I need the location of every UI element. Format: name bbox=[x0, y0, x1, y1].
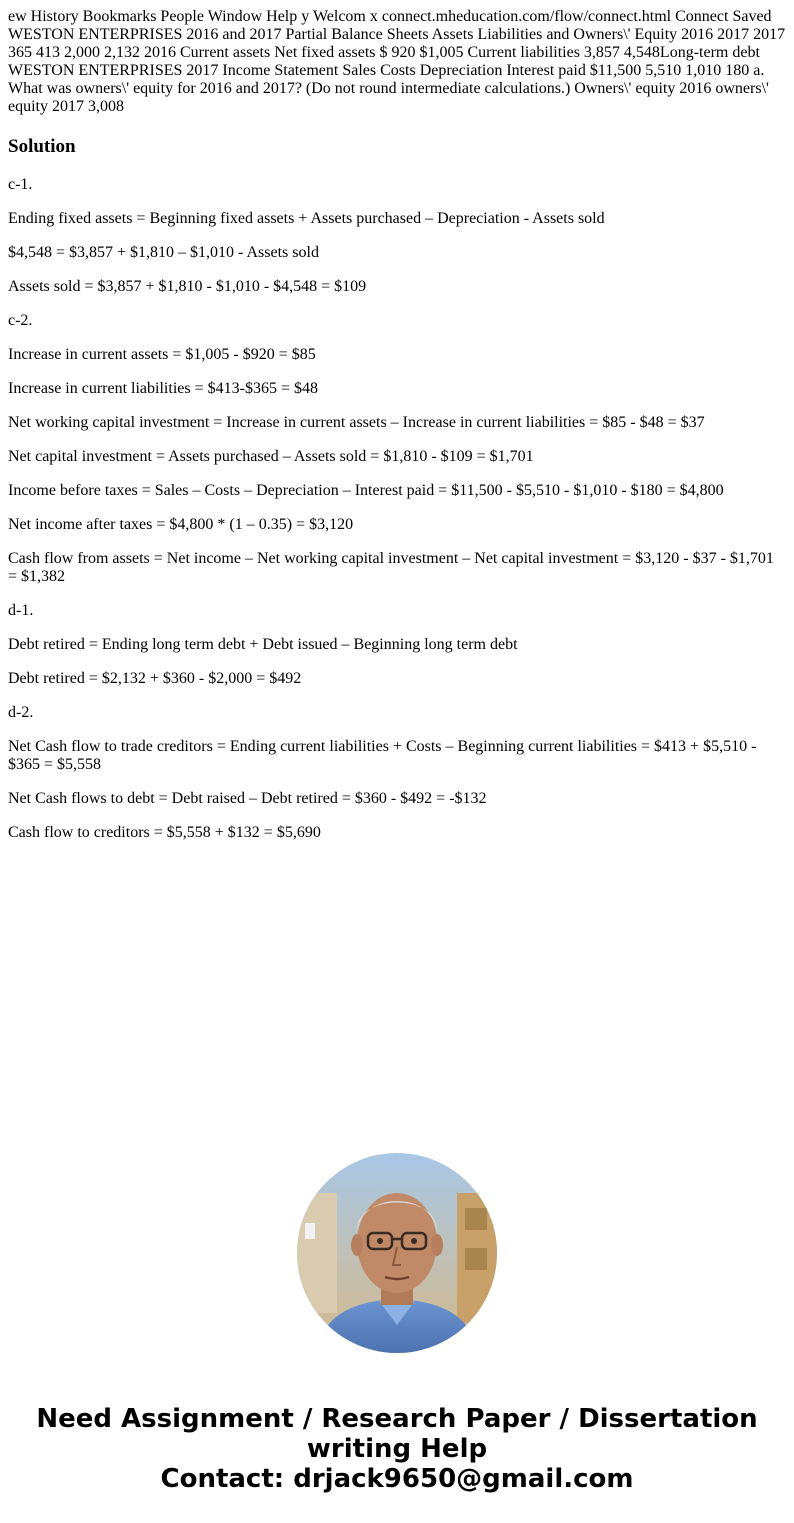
question-text: ew History Bookmarks People Window Help y Welcom x connect.mheducation.com/flow/connect.html Connect Saved WESTON ENTERPRISES 2016 and 2017 Partial Balance Sheets Assets Liabilities and Owners\' Equity 2016 2017 2017 365 413 2,000 2,132 2016 Current assets Net fixed assets $ 920 $1,005 Current liabilities 3,857 4,548Long-term debt WESTON ENTERPRISES 2017 Income Statement Sales Costs Depreciation Interest paid $11,500 5,510 1,010 180 a. What was owners\' equity for 2016 and 2017? (Do not round intermediate calculations.) Owners\' equity 2016 owners\' equity 2017 3,008 bbox=[8, 8, 786, 115]
author-avatar bbox=[297, 1153, 497, 1353]
document-body bbox=[8, 8, 786, 842]
solution-step: Net income after taxes = $4,800 * (1 – 0.35) = $3,120 bbox=[8, 516, 354, 533]
solution-step: c-1. bbox=[8, 176, 33, 193]
solution-step: Income before taxes = Sales – Costs – Depreciation – Interest paid = $11,500 - $5,510 - $1,010 - $180 = $4,800 bbox=[8, 482, 724, 499]
solution-step: Debt retired = $2,132 + $360 - $2,000 = $492 bbox=[8, 670, 302, 687]
promo-line: Need Assignment / Research Paper / Dissertation bbox=[36, 1404, 758, 1434]
solution-step: d-2. bbox=[8, 704, 34, 721]
solution-step: Net Cash flows to debt = Debt raised – Debt retired = $360 - $492 = -$132 bbox=[8, 790, 487, 807]
solution-step: Increase in current assets = $1,005 - $920 = $85 bbox=[8, 346, 316, 363]
solution-step: Net capital investment = Assets purchased – Assets sold = $1,810 - $109 = $1,701 bbox=[8, 448, 534, 465]
promo-banner bbox=[0, 1404, 794, 1494]
solution-step: c-2. bbox=[8, 312, 33, 329]
solution-step: d-1. bbox=[8, 602, 34, 619]
solution-step: Assets sold = $3,857 + $1,810 - $1,010 - $4,548 = $109 bbox=[8, 278, 367, 295]
solution-step: Net Cash flow to trade creditors = Ending current liabilities + Costs – Beginning current liabilities = $413 + $5,510 - $365 = $5,558 bbox=[8, 738, 757, 773]
solution-step: Debt retired = Ending long term debt + Debt issued – Beginning long term debt bbox=[8, 636, 518, 653]
solution-step: Net working capital investment = Increase in current assets – Increase in current liabilities = $85 - $48 = $37 bbox=[8, 414, 705, 431]
promo-line: writing Help bbox=[306, 1434, 488, 1464]
solution-step: Ending fixed assets = Beginning fixed assets + Assets purchased – Depreciation - Assets sold bbox=[8, 210, 605, 227]
solution-step: Cash flow from assets = Net income – Net working capital investment – Net capital investment = $3,120 - $37 - $1,701 = $1,382 bbox=[8, 550, 774, 585]
solution-step: Increase in current liabilities = $413-$365 = $48 bbox=[8, 380, 318, 397]
solution-heading: Solution bbox=[8, 136, 76, 157]
solution-step: $4,548 = $3,857 + $1,810 – $1,010 - Assets sold bbox=[8, 244, 319, 261]
promo-contact: Contact: drjack9650@gmail.com bbox=[160, 1464, 634, 1494]
solution-step: Cash flow to creditors = $5,558 + $132 = $5,690 bbox=[8, 824, 321, 841]
